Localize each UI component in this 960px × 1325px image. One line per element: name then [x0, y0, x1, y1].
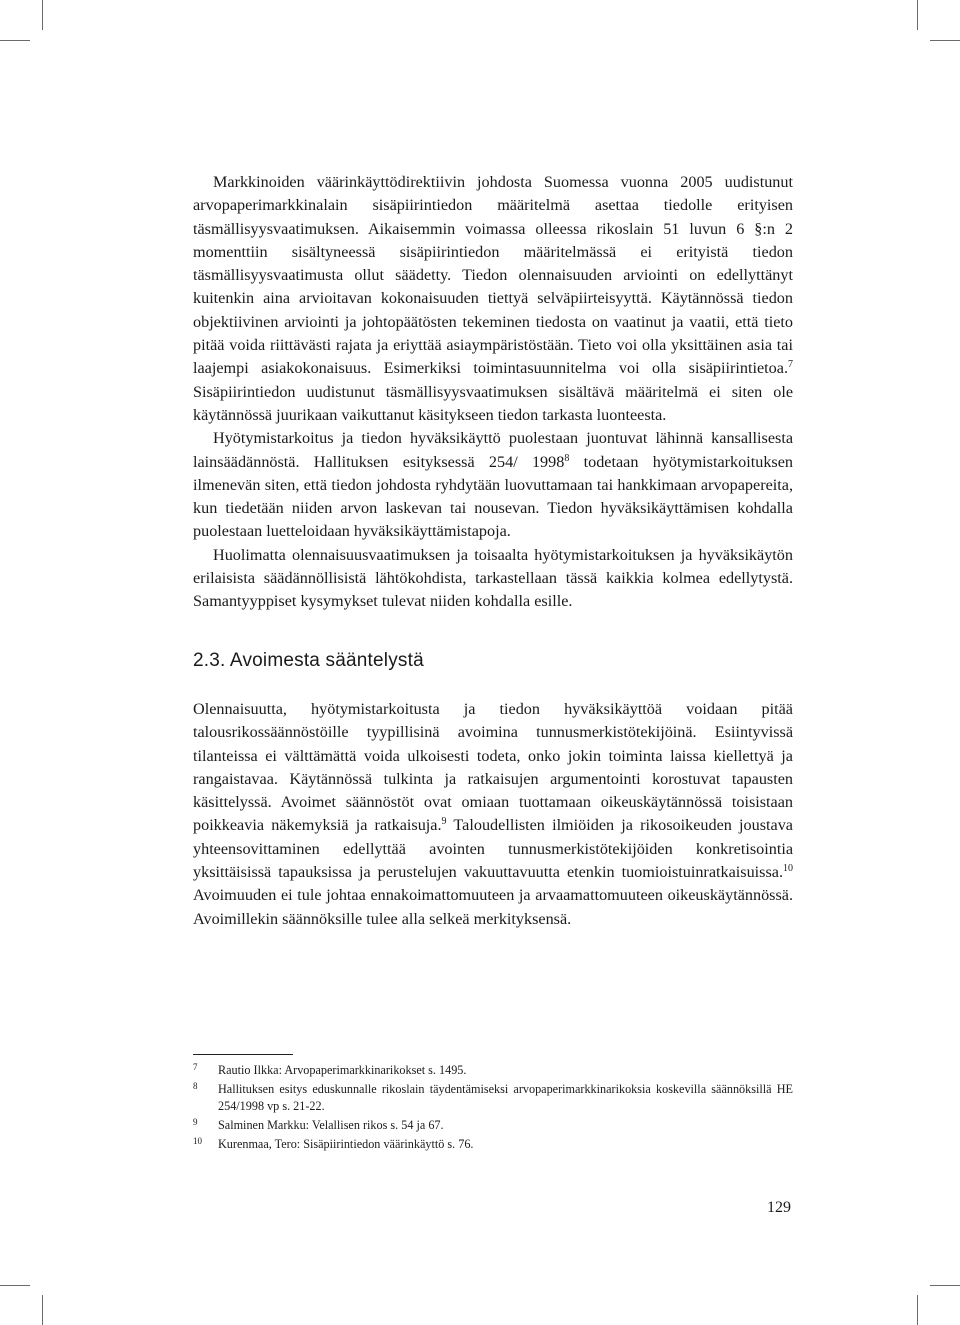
section-paragraph-text: Olennaisuutta, hyötymistarkoitusta ja tiedon hyväksikäyttöä voidaan pitää talousrikossäännöstöille tyypillisinä avoimina tunnusmerkistötekijöinä. Esiintyvissä tilanteissa ei välttämättä voida ulkoisesti todeta, onko jokin toiminta laissa kiellettyä ja rangaistavaa. Käytännössä tulkinta ja ratkaisujen argumentointi korostuvat tapausten käsittelyssä. Avoimet säännöstöt ovat omiaan tuottamaan oikeuskäytännössä toisistaan poikkeavia näkemyksiä ja ratkaisuja.	[193, 700, 793, 835]
section-heading: 2.3. Avoimesta sääntelystä	[193, 650, 424, 671]
section-paragraph-text-end: Avoimuuden ei tule johtaa ennakoimattomuuteen ja arvaamattomuuteen oikeuskäytännössä. Avoimillekin säännöksille tulee alla selkeä merkityksensä.	[193, 886, 793, 928]
section-body	[193, 698, 793, 931]
footnote-text: Salminen Markku: Velallisen rikos s. 54 ja 67.	[218, 1118, 444, 1132]
page-number: 129	[767, 1199, 791, 1216]
footnote-text: Rautio Ilkka: Arvopaperimarkkinarikokset s. 1495.	[218, 1063, 467, 1077]
footnote-number: 8	[193, 1081, 198, 1091]
section-paragraph	[193, 698, 793, 931]
footnote-divider	[193, 1054, 293, 1055]
footnote-ref-8: 8	[564, 452, 570, 464]
footnote-number: 7	[193, 1062, 198, 1072]
footnote-number: 9	[193, 1117, 198, 1127]
footnote-text: Kurenmaa, Tero: Sisäpiirintiedon väärinkäyttö s. 76.	[218, 1137, 474, 1151]
body-text-block	[193, 171, 793, 614]
footnote-ref-7: 7	[788, 359, 793, 371]
footnote-8	[193, 1081, 793, 1115]
paragraph-3: Huolimatta olennaisuusvaatimuksen ja toisaalta hyötymistarkoituksen ja hyväksikäytön erilaisista säädännöllisistä lähtökohdista, tarkastellaan tässä kaikkia kolmea edellytystä. Samantyyppiset kysymykset tulevat niiden kohdalla esille.	[193, 545, 793, 611]
footnote-9	[193, 1117, 793, 1134]
footnote-ref-10: 10	[783, 863, 793, 875]
footnote-number: 10	[193, 1136, 202, 1146]
footnotes	[193, 1062, 793, 1153]
paragraph-2-text: Hyötymistarkoitus ja tiedon hyväksikäyttö puolestaan juontuvat lähinnä kansallisesta lainsäädännöstä. Hallituksen esityksessä 254/ 1998	[193, 429, 793, 471]
footnote-text: Hallituksen esitys eduskunnalle rikoslain täydentämiseksi arvopaperimarkkinarikoksia koskevilla säännöksillä HE 254/1998 vp s. 21-22.	[218, 1082, 793, 1113]
footnote-7	[193, 1062, 793, 1079]
paragraph-1-text: Markkinoiden väärinkäyttödirektiivin johdosta Suomessa vuonna 2005 uudistunut arvopaperimarkkinalain sisäpiirintiedon määritelmä asettaa tiedolle erityisen täsmällisyysvaatimuksen. Aikaisemmin voimassa olleessa rikoslain 51 luvun 6 §:n 2 momenttiin sisältyneessä sisäpiirintiedon määritelmässä ei erityistä tiedon täsmällisyysvaatimusta ollut säädetty. Tiedon olennaisuuden arviointi on edellyttänyt kuitenkin aina arvioitavan kokonaisuuden tiettyä selväpiirteisyyttä. Käytännössä tiedon objektiivinen arviointi ja johtopäätösten tekeminen tiedosta on vaatinut ja vaatii, että tieto pitää voida riittävästi rajata ja eriyttää asiaympäristöstään. Tieto voi olla yksittäinen asia tai laajempi asiakokonaisuus. Esimerkiksi toimintasuunnitelma voi olla sisäpiirintietoa.	[193, 173, 793, 378]
paragraph-2-text-cont: todetaan hyötymistarkoituksen ilmenevän siten, että tiedon johdosta ryhdytään luovuttamaan tai hankkimaan arvopapereita, kun tiedetään niiden arvon laskevan tai nousevan. Tiedon hyväksikäyttämisen kohdalla puolestaan luetteloidaan hyväksikäyttämistapoja.	[193, 452, 793, 541]
paragraph-1	[193, 171, 793, 427]
paragraph-1-text-cont: Sisäpiirintiedon uudistunut täsmällisyysvaatimuksen sisältävä määritelmä ei siten ole käytännössä juurikaan vaikuttanut käsitykseen tiedon tarkasta luonteesta.	[193, 382, 793, 424]
section-paragraph-text-cont: Taloudellisten ilmiöiden ja rikosoikeuden joustava yhteensovittaminen edellyttää avointen tunnusmerkistötekijöiden konkretisointia yksittäisissä tapauksissa ja perustelujen vakuuttavuutta etenkin tuomioistuinratkaisuissa.	[193, 816, 793, 882]
footnote-ref-9: 9	[441, 816, 447, 828]
footnote-10	[193, 1136, 793, 1153]
paragraph-2	[193, 427, 793, 543]
